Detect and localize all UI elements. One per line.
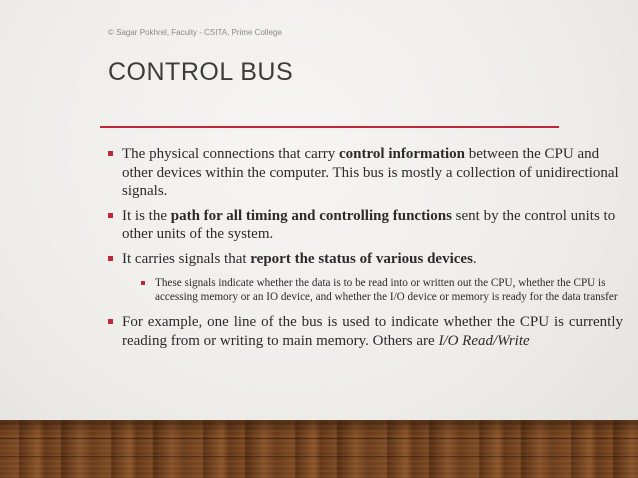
slide-title: CONTROL BUS — [108, 58, 294, 86]
square-bullet-icon — [141, 281, 145, 285]
square-bullet-icon — [108, 213, 113, 218]
bullet-list — [108, 145, 623, 356]
square-bullet-icon — [108, 256, 113, 261]
title-underline — [100, 126, 559, 128]
bullet-item: For example, one line of the bus is used to indicate whether the CPU is currently reading from or writing to main memory. Others are I/O Read/Write — [108, 313, 623, 350]
square-bullet-icon — [108, 319, 113, 324]
bullet-item: It is the path for all timing and controlling functions sent by the control units to other units of the system. — [108, 207, 623, 244]
square-bullet-icon — [108, 151, 113, 156]
bullet-item: The physical connections that carry control information between the CPU and other devices within the computer. This bus is mostly a collection of unidirectional signals. — [108, 145, 623, 201]
wood-floor-decoration — [0, 420, 638, 478]
copyright-text: © Sagar Pokhrel, Faculty - CSITA, Prime College — [108, 28, 282, 37]
sub-bullet-item: These signals indicate whether the data is to be read into or written out the CPU, whether the CPU is accessing memory or an IO device, and whether the I/O device or memory is ready for the data transfer — [141, 276, 623, 304]
bullet-item: It carries signals that report the status of various devices. — [108, 250, 623, 269]
